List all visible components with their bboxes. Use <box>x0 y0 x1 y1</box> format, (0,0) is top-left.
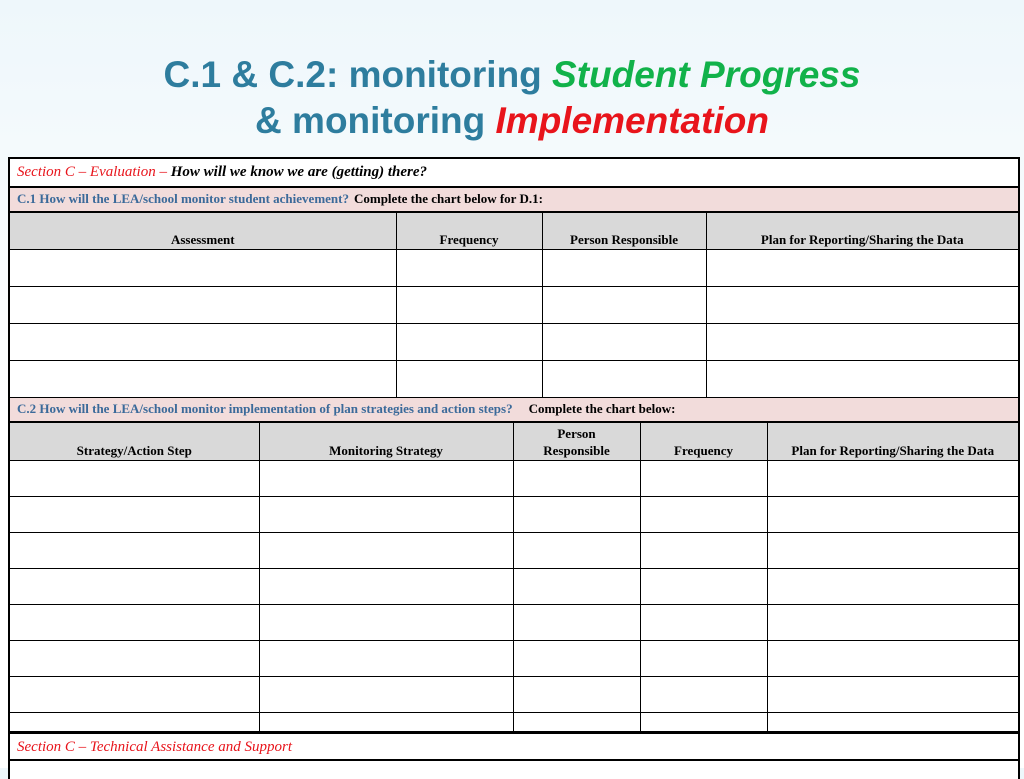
table-cell[interactable] <box>706 324 1018 361</box>
c1-header-frequency: Frequency <box>396 213 542 250</box>
table-cell[interactable] <box>513 461 640 497</box>
c2-header-frequency: Frequency <box>640 423 767 461</box>
table-cell[interactable] <box>542 361 706 398</box>
table-cell[interactable] <box>259 677 513 713</box>
section-technical-assistance-header <box>10 732 1018 761</box>
table-cell[interactable] <box>767 713 1018 732</box>
table-cell[interactable] <box>640 497 767 533</box>
table-row <box>10 287 1018 324</box>
evaluation-form <box>8 157 1020 779</box>
title-student-progress: Student Progress <box>552 54 861 95</box>
table-cell[interactable] <box>259 713 513 732</box>
table-cell[interactable] <box>259 605 513 641</box>
table-cell[interactable] <box>706 361 1018 398</box>
table-cell[interactable] <box>513 533 640 569</box>
table-row <box>10 605 1018 641</box>
table-cell[interactable] <box>10 605 259 641</box>
table-cell[interactable] <box>640 713 767 732</box>
c1-question-bar <box>10 188 1018 212</box>
table-cell[interactable] <box>767 533 1018 569</box>
table-cell[interactable] <box>767 497 1018 533</box>
c1-question: C.1 How will the LEA/school monitor student achievement? <box>17 191 349 206</box>
table-cell[interactable] <box>10 677 259 713</box>
table-cell[interactable] <box>767 569 1018 605</box>
table-cell[interactable] <box>10 569 259 605</box>
table-cell[interactable] <box>767 461 1018 497</box>
c2-question-bar <box>10 398 1018 422</box>
table-cell[interactable] <box>10 641 259 677</box>
c1-header-plan-reporting: Plan for Reporting/Sharing the Data <box>706 213 1018 250</box>
table-cell[interactable] <box>513 641 640 677</box>
title-line-2 <box>0 98 1024 144</box>
table-cell[interactable] <box>513 713 640 732</box>
table-row <box>10 641 1018 677</box>
title-line-2-prefix: & monitoring <box>255 100 496 141</box>
table-row <box>10 533 1018 569</box>
table-row <box>10 569 1018 605</box>
table-cell[interactable] <box>640 605 767 641</box>
table-cell[interactable] <box>10 324 396 361</box>
table-cell[interactable] <box>640 533 767 569</box>
c2-header-strategy: Strategy/Action Step <box>10 423 259 461</box>
table-row <box>10 497 1018 533</box>
c1-table <box>10 212 1018 398</box>
table-cell[interactable] <box>767 605 1018 641</box>
table-cell[interactable] <box>10 361 396 398</box>
table-cell[interactable] <box>10 497 259 533</box>
table-cell[interactable] <box>10 250 396 287</box>
table-cell[interactable] <box>640 677 767 713</box>
c1-header-row <box>10 213 1018 250</box>
table-cell[interactable] <box>259 497 513 533</box>
table-cell[interactable] <box>767 641 1018 677</box>
table-cell[interactable] <box>513 677 640 713</box>
c2-header-person-responsible-label: Person Responsible <box>543 426 610 458</box>
title-implementation: Implementation <box>495 100 769 141</box>
table-cell[interactable] <box>706 250 1018 287</box>
table-cell[interactable] <box>10 713 259 732</box>
c2-header-row <box>10 423 1018 461</box>
table-cell[interactable] <box>259 641 513 677</box>
table-cell[interactable] <box>10 287 396 324</box>
table-cell[interactable] <box>640 569 767 605</box>
table-cell[interactable] <box>513 497 640 533</box>
table-row <box>10 677 1018 713</box>
slide-title <box>0 52 1024 144</box>
c1-header-person-responsible: Person Responsible <box>542 213 706 250</box>
table-cell[interactable] <box>396 250 542 287</box>
table-cell[interactable] <box>396 361 542 398</box>
table-cell[interactable] <box>513 605 640 641</box>
table-cell[interactable] <box>640 641 767 677</box>
table-cell[interactable] <box>767 677 1018 713</box>
table-cell[interactable] <box>396 287 542 324</box>
table-cell[interactable] <box>542 287 706 324</box>
table-row <box>10 713 1018 732</box>
c2-header-person-responsible <box>513 423 640 461</box>
table-cell[interactable] <box>259 533 513 569</box>
table-cell[interactable] <box>259 569 513 605</box>
table-row <box>10 250 1018 287</box>
table-cell[interactable] <box>396 324 542 361</box>
table-row <box>10 361 1018 398</box>
table-cell[interactable] <box>10 461 259 497</box>
section-evaluation-header <box>10 159 1018 188</box>
section-technical-assistance-label: Section C – Technical Assistance and Support <box>17 739 292 755</box>
c1-header-assessment: Assessment <box>10 213 396 250</box>
table-cell[interactable] <box>10 533 259 569</box>
title-line-1 <box>0 52 1024 98</box>
c2-header-plan-reporting <box>767 423 1018 461</box>
c2-instruction: Complete the chart below: <box>528 401 676 416</box>
section-evaluation-question: How will we know we are (getting) there? <box>170 164 427 180</box>
c2-question: C.2 How will the LEA/school monitor implementation of plan strategies and action steps? <box>17 401 513 416</box>
table-cell[interactable] <box>259 461 513 497</box>
title-line-1-prefix: C.1 & C.2: monitoring <box>163 54 553 95</box>
table-cell[interactable] <box>513 569 640 605</box>
c2-header-monitoring-strategy: Monitoring Strategy <box>259 423 513 461</box>
table-cell[interactable] <box>640 461 767 497</box>
section-evaluation-label: Section C – Evaluation – <box>17 164 171 180</box>
table-cell[interactable] <box>706 287 1018 324</box>
c2-header-plan-reporting-label: Plan for Reporting/Sharing the Data <box>791 443 995 458</box>
table-row <box>10 461 1018 497</box>
c1-instruction: Complete the chart below for D.1: <box>353 191 543 206</box>
table-row <box>10 324 1018 361</box>
table-cell[interactable] <box>542 250 706 287</box>
table-cell[interactable] <box>542 324 706 361</box>
c2-table <box>10 422 1018 732</box>
